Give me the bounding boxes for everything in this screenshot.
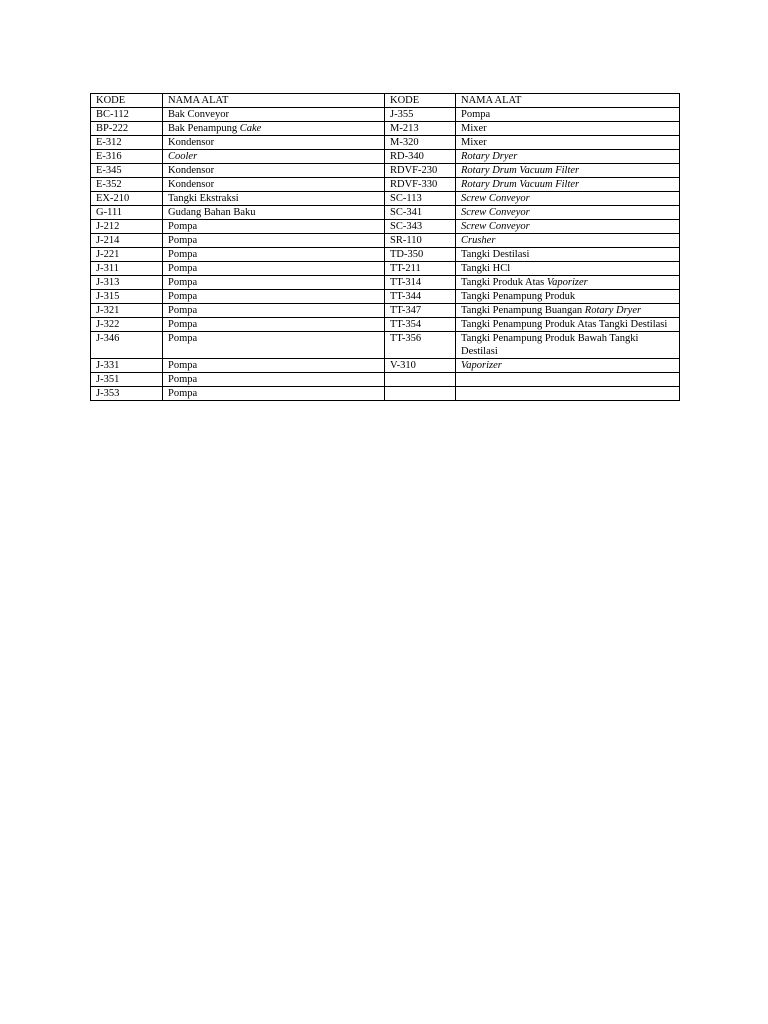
table-row xyxy=(91,136,680,150)
equipment-code-cell: J-321 xyxy=(91,304,163,318)
equipment-name-text: Kondensor xyxy=(168,179,215,190)
table-row xyxy=(91,108,680,122)
equipment-name-text: Mixer xyxy=(461,137,487,148)
equipment-name-text: Pompa xyxy=(168,374,198,385)
equipment-code-cell: SC-343 xyxy=(385,220,456,234)
table-row xyxy=(91,359,680,373)
equipment-name-cell xyxy=(456,387,680,401)
table-row xyxy=(91,373,680,387)
equipment-code-cell: BP-222 xyxy=(91,122,163,136)
equipment-code-cell: J-331 xyxy=(91,359,163,373)
equipment-name-cell xyxy=(456,332,680,359)
equipment-name-text: Rotary Dryer xyxy=(461,151,518,162)
equipment-name-text: Rotary Drum Vacuum Filter xyxy=(461,165,580,176)
equipment-code-table xyxy=(90,93,680,401)
equipment-code-cell: J-322 xyxy=(91,318,163,332)
table-row xyxy=(91,192,680,206)
equipment-name-cell xyxy=(163,318,385,332)
equipment-name-text: Vaporizer xyxy=(461,360,502,371)
equipment-name-cell xyxy=(163,387,385,401)
equipment-name-text: Screw Conveyor xyxy=(461,221,530,232)
equipment-name-cell xyxy=(456,122,680,136)
equipment-name-text: Kondensor xyxy=(168,165,215,176)
equipment-name-text: Pompa xyxy=(168,249,198,260)
equipment-name-cell xyxy=(163,220,385,234)
equipment-name-text: Vaporizer xyxy=(546,277,588,288)
equipment-name-text: Screw Conveyor xyxy=(461,207,530,218)
equipment-code-cell xyxy=(385,387,456,401)
table-row xyxy=(91,290,680,304)
equipment-name-text: Tangki Penampung Buangan xyxy=(461,305,585,316)
equipment-code-cell: SR-110 xyxy=(385,234,456,248)
header-nama-alat-left: NAMA ALAT xyxy=(163,94,385,108)
equipment-name-text: Tangki HCl xyxy=(461,263,511,274)
equipment-name-cell xyxy=(456,290,680,304)
equipment-name-text: Tangki Penampung Produk Bawah Tangki Destilasi xyxy=(461,333,639,357)
equipment-code-cell: TT-354 xyxy=(385,318,456,332)
equipment-name-cell xyxy=(456,206,680,220)
equipment-code-cell: SC-341 xyxy=(385,206,456,220)
equipment-name-text: Rotary Drum Vacuum Filter xyxy=(461,179,580,190)
equipment-name-text: Pompa xyxy=(461,109,491,120)
table-row xyxy=(91,178,680,192)
equipment-name-cell xyxy=(163,122,385,136)
equipment-name-text: Tangki Penampung Produk xyxy=(461,291,576,302)
equipment-name-cell xyxy=(456,136,680,150)
equipment-name-text: Pompa xyxy=(168,388,198,399)
equipment-name-text: Tangki Penampung Produk Atas Tangki Destilasi xyxy=(461,319,668,330)
equipment-code-cell: BC-112 xyxy=(91,108,163,122)
equipment-name-text: Pompa xyxy=(168,277,198,288)
equipment-name-text: Screw Conveyor xyxy=(461,193,530,204)
table-header-row xyxy=(91,94,680,108)
equipment-name-text: Kondensor xyxy=(168,137,215,148)
equipment-name-cell xyxy=(163,136,385,150)
equipment-name-text: Rotary Dryer xyxy=(584,305,642,316)
table-row xyxy=(91,122,680,136)
equipment-name-cell xyxy=(163,178,385,192)
equipment-code-cell: E-352 xyxy=(91,178,163,192)
equipment-name-cell xyxy=(163,359,385,373)
equipment-code-cell: SC-113 xyxy=(385,192,456,206)
header-kode-right: KODE xyxy=(385,94,456,108)
equipment-code-cell: J-346 xyxy=(91,332,163,359)
table-row xyxy=(91,387,680,401)
equipment-name-cell xyxy=(456,359,680,373)
table-row xyxy=(91,276,680,290)
equipment-name-cell xyxy=(163,304,385,318)
equipment-code-cell: RDVF-230 xyxy=(385,164,456,178)
equipment-code-cell: J-353 xyxy=(91,387,163,401)
equipment-name-cell xyxy=(163,206,385,220)
table-row xyxy=(91,332,680,359)
table-row xyxy=(91,206,680,220)
equipment-name-text: Tangki Ekstraksi xyxy=(168,193,239,204)
equipment-name-text: Bak Penampung xyxy=(168,123,240,134)
equipment-name-cell xyxy=(456,164,680,178)
equipment-name-cell xyxy=(456,220,680,234)
equipment-name-cell xyxy=(163,248,385,262)
equipment-name-cell xyxy=(163,276,385,290)
equipment-name-text: Pompa xyxy=(168,291,198,302)
header-nama-alat-right: NAMA ALAT xyxy=(456,94,680,108)
equipment-name-cell xyxy=(163,108,385,122)
equipment-code-cell: J-221 xyxy=(91,248,163,262)
equipment-name-text: Cake xyxy=(239,123,262,134)
equipment-name-cell xyxy=(456,276,680,290)
equipment-code-cell: J-311 xyxy=(91,262,163,276)
equipment-name-text: Bak Conveyor xyxy=(168,109,229,120)
table-row xyxy=(91,234,680,248)
table-row xyxy=(91,304,680,318)
table-row xyxy=(91,150,680,164)
equipment-name-text: Pompa xyxy=(168,235,198,246)
equipment-name-cell xyxy=(456,192,680,206)
equipment-name-cell xyxy=(163,234,385,248)
equipment-code-cell: J-355 xyxy=(385,108,456,122)
equipment-code-cell: G-111 xyxy=(91,206,163,220)
equipment-name-cell xyxy=(163,150,385,164)
equipment-name-cell xyxy=(163,192,385,206)
equipment-name-cell xyxy=(456,304,680,318)
equipment-name-cell xyxy=(456,108,680,122)
equipment-name-cell xyxy=(456,178,680,192)
equipment-code-cell: TD-350 xyxy=(385,248,456,262)
equipment-code-cell: TT-347 xyxy=(385,304,456,318)
equipment-code-cell: J-315 xyxy=(91,290,163,304)
equipment-name-text: Pompa xyxy=(168,263,198,274)
equipment-name-text: Pompa xyxy=(168,333,198,344)
equipment-name-cell xyxy=(163,332,385,359)
equipment-name-cell xyxy=(456,373,680,387)
equipment-name-text: Pompa xyxy=(168,319,198,330)
equipment-code-cell: TT-314 xyxy=(385,276,456,290)
equipment-code-cell: E-345 xyxy=(91,164,163,178)
table-row xyxy=(91,164,680,178)
equipment-name-text: Tangki Destilasi xyxy=(461,249,530,260)
equipment-code-cell: J-351 xyxy=(91,373,163,387)
equipment-name-cell xyxy=(163,164,385,178)
equipment-code-cell: J-212 xyxy=(91,220,163,234)
equipment-code-cell: E-316 xyxy=(91,150,163,164)
equipment-name-cell xyxy=(456,262,680,276)
equipment-code-cell: J-214 xyxy=(91,234,163,248)
table-row xyxy=(91,262,680,276)
equipment-code-cell xyxy=(385,373,456,387)
equipment-name-cell xyxy=(456,318,680,332)
equipment-code-cell: V-310 xyxy=(385,359,456,373)
equipment-code-cell: TT-344 xyxy=(385,290,456,304)
equipment-name-text: Pompa xyxy=(168,360,198,371)
equipment-name-cell xyxy=(163,262,385,276)
table-row xyxy=(91,248,680,262)
equipment-name-text: Pompa xyxy=(168,221,198,232)
equipment-code-cell: M-320 xyxy=(385,136,456,150)
equipment-code-cell: TT-356 xyxy=(385,332,456,359)
equipment-code-cell: TT-211 xyxy=(385,262,456,276)
equipment-name-text: Cooler xyxy=(168,151,198,162)
equipment-name-cell xyxy=(456,150,680,164)
equipment-code-cell: RD-340 xyxy=(385,150,456,164)
equipment-code-cell: J-313 xyxy=(91,276,163,290)
equipment-name-text: Gudang Bahan Baku xyxy=(168,207,256,218)
equipment-name-cell xyxy=(456,248,680,262)
equipment-name-text: Tangki Produk Atas xyxy=(461,277,547,288)
header-kode-left: KODE xyxy=(91,94,163,108)
equipment-name-text: Pompa xyxy=(168,305,198,316)
table-row xyxy=(91,318,680,332)
equipment-code-cell: EX-210 xyxy=(91,192,163,206)
equipment-name-cell xyxy=(163,373,385,387)
equipment-code-cell: E-312 xyxy=(91,136,163,150)
equipment-name-text: Mixer xyxy=(461,123,487,134)
table-body xyxy=(91,108,680,401)
table-row xyxy=(91,220,680,234)
equipment-code-cell: RDVF-330 xyxy=(385,178,456,192)
equipment-name-text: Crusher xyxy=(461,235,496,246)
equipment-code-cell: M-213 xyxy=(385,122,456,136)
equipment-name-cell xyxy=(163,290,385,304)
equipment-name-cell xyxy=(456,234,680,248)
